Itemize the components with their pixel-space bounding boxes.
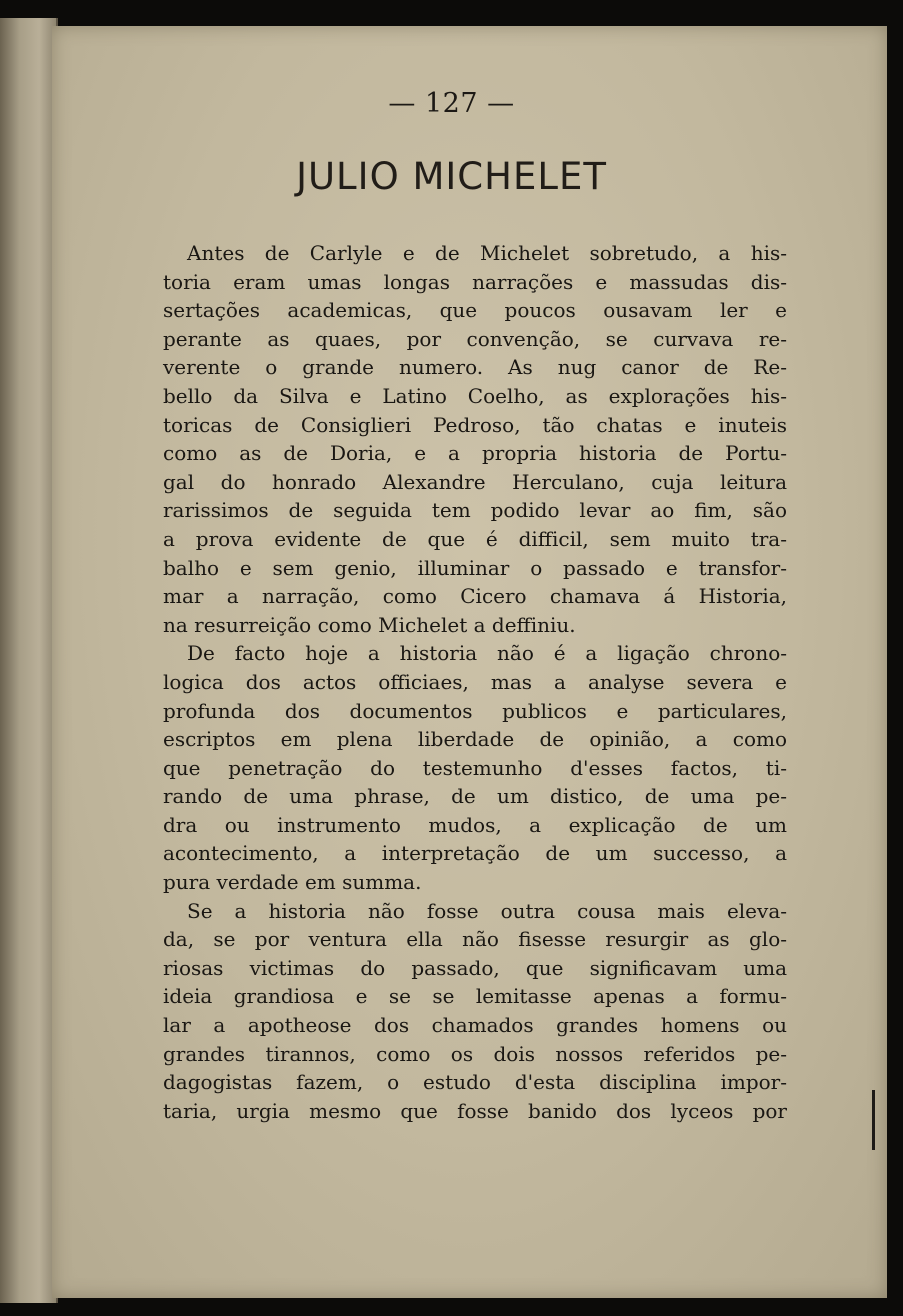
text-line: que penetração do testemunho d'esses factos, ti- xyxy=(163,755,787,780)
body-text xyxy=(163,239,787,1125)
text-line: rarissimos de seguida tem podido levar ao fim, são xyxy=(163,498,787,523)
text-line: mar a narração, como Cicero chamava á Historia, xyxy=(163,584,787,609)
text-line: logica dos actos officiaes, mas a analyse severa e xyxy=(163,669,787,694)
text-line: na resurreição como Michelet a deffiniu. xyxy=(163,612,576,637)
text-line: dra ou instrumento mudos, a explicação de um xyxy=(163,812,787,837)
text-line: rando de uma phrase, de um distico, de uma pe- xyxy=(163,784,787,809)
text-line: como as de Doria, e a propria historia de Portu- xyxy=(163,441,787,466)
text-line: balho e sem genio, illuminar o passado e transfor- xyxy=(163,555,787,580)
page-number: — 127 — xyxy=(388,88,515,119)
text-line: toria eram umas longas narrações e massudas dis- xyxy=(163,269,787,294)
text-line: gal do honrado Alexandre Herculano, cuja leitura xyxy=(163,469,787,494)
text-line: bello da Silva e Latino Coelho, as explorações his- xyxy=(163,383,787,408)
text-line: Se a historia não fosse outra cousa mais eleva- xyxy=(187,898,787,923)
text-line: taria, urgia mesmo que fosse banido dos lyceos por xyxy=(163,1098,787,1123)
text-line: Antes de Carlyle e de Michelet sobretudo, a his- xyxy=(187,241,787,265)
text-line: verente o grande numero. As nug canor de Re- xyxy=(163,355,787,380)
chapter-title: JULIO MICHELET xyxy=(296,155,607,198)
text-line: sertações academicas, que poucos ousavam ler e xyxy=(163,298,787,323)
text-line: a prova evidente de que é difficil, sem muito tra- xyxy=(163,526,787,551)
text-line: da, se por ventura ella não fisesse resurgir as glo- xyxy=(163,927,787,952)
text-line: toricas de Consiglieri Pedroso, tão chatas e inuteis xyxy=(163,412,787,437)
text-line: De facto hoje a historia não é a ligação chrono- xyxy=(187,641,787,666)
text-line: dagogistas fazem, o estudo d'esta disciplina impor- xyxy=(163,1070,787,1095)
text-line: lar a apotheose dos chamados grandes homens ou xyxy=(163,1013,787,1038)
text-line: riosas victimas do passado, que significavam uma xyxy=(163,955,787,980)
text-line: ideia grandiosa e se se lemitasse apenas a formu- xyxy=(163,984,787,1009)
previous-page-edge xyxy=(0,18,58,1303)
text-line: grandes tirannos, como os dois nossos referidos pe- xyxy=(163,1041,787,1066)
margin-mark xyxy=(872,1090,875,1150)
text-line: perante as quaes, por convenção, se curvava re- xyxy=(163,326,787,351)
text-line: acontecimento, a interpretação de um successo, a xyxy=(163,841,787,866)
text-line: escriptos em plena liberdade de opinião, a como xyxy=(163,727,787,752)
text-line: pura verdade em summa. xyxy=(163,870,422,895)
text-line: profunda dos documentos publicos e particulares, xyxy=(163,698,787,723)
